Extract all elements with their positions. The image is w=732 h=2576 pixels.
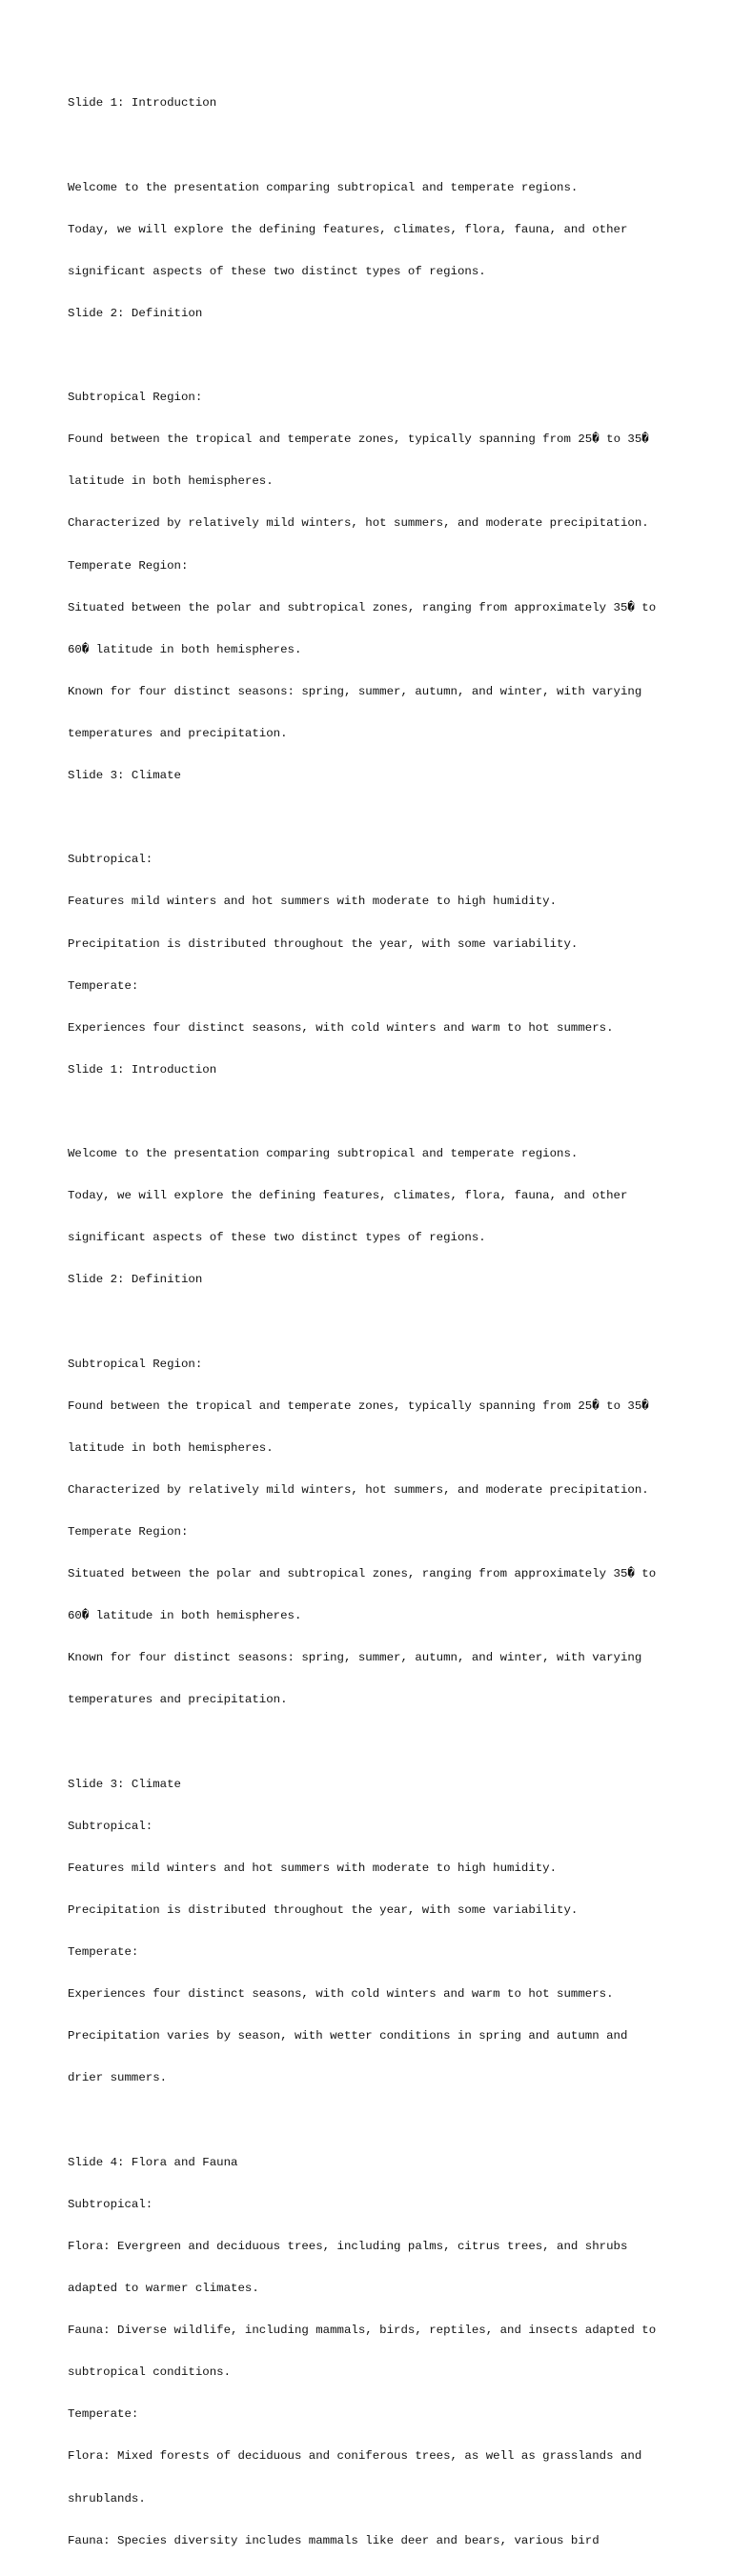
text-line — [68, 139, 697, 153]
text-line: Subtropical Region: — [68, 391, 203, 405]
text-line — [68, 349, 697, 363]
text-line: 60� latitude in both hemispheres. — [68, 642, 302, 656]
text-line: Flora: Mixed forests of deciduous and coniferous trees, as well as grasslands and — [68, 2449, 642, 2464]
text-line: latitude in both hemispheres. — [68, 474, 274, 489]
text-line: Features mild winters and hot summers with moderate to high humidity. — [68, 1861, 558, 1875]
text-line: Slide 1: Introduction — [68, 96, 217, 111]
text-line: Today, we will explore the defining features, climates, flora, fauna, and other — [68, 222, 628, 236]
text-line: Experiences four distinct seasons, with cold winters and warm to hot summers. — [68, 1987, 614, 2002]
text-line: temperatures and precipitation. — [68, 727, 288, 741]
text-line: Temperate: — [68, 1945, 139, 1960]
text-line: Precipitation is distributed throughout the year, with some variability. — [68, 936, 579, 951]
text-line: Found between the tropical and temperate zones, typically spanning from 25� to 35� — [68, 1399, 649, 1413]
text-line: temperatures and precipitation. — [68, 1693, 288, 1707]
text-line: Situated between the polar and subtropical zones, ranging from approximately 35� to — [68, 1567, 657, 1581]
text-line: Temperate Region: — [68, 1525, 189, 1540]
text-line: Welcome to the presentation comparing subtropical and temperate regions. — [68, 180, 579, 194]
text-line — [68, 1105, 697, 1119]
text-line: Experiences four distinct seasons, with cold winters and warm to hot summers. — [68, 1020, 614, 1035]
text-line: Precipitation is distributed throughout the year, with some variability. — [68, 1903, 579, 1918]
text-line: Temperate Region: — [68, 558, 189, 573]
text-line: Slide 2: Definition — [68, 1273, 203, 1287]
text-line: Situated between the polar and subtropical zones, ranging from approximately 35� to — [68, 600, 657, 614]
text-line — [68, 1736, 697, 1750]
text-line: Temperate: — [68, 2407, 139, 2422]
text-line: adapted to warmer climates. — [68, 2281, 259, 2295]
text-line: Slide 2: Definition — [68, 306, 203, 320]
text-line: latitude in both hemispheres. — [68, 1440, 274, 1455]
text-line: significant aspects of these two distinct types of regions. — [68, 1231, 486, 1245]
text-line: Slide 3: Climate — [68, 1777, 181, 1791]
text-line — [68, 811, 697, 825]
text-line: Welcome to the presentation comparing subtropical and temperate regions. — [68, 1147, 579, 1161]
text-line: Subtropical: — [68, 853, 153, 867]
text-line: Slide 3: Climate — [68, 769, 181, 783]
text-line: drier summers. — [68, 2071, 168, 2085]
text-line: Subtropical Region: — [68, 1357, 203, 1371]
text-line: Slide 4: Flora and Fauna — [68, 2155, 238, 2169]
text-line: Today, we will explore the defining features, climates, flora, fauna, and other — [68, 1189, 628, 1203]
text-line: subtropical conditions. — [68, 2365, 232, 2380]
text-line: Subtropical: — [68, 2197, 153, 2211]
text-line: Found between the tropical and temperate zones, typically spanning from 25� to 35� — [68, 433, 649, 447]
text-line: Fauna: Diverse wildlife, including mammals, birds, reptiles, and insects adapted to — [68, 2324, 657, 2338]
text-line: significant aspects of these two distinct types of regions. — [68, 264, 486, 278]
text-line: shrublands. — [68, 2491, 146, 2506]
text-line: Precipitation varies by season, with wetter conditions in spring and autumn and — [68, 2029, 628, 2043]
text-line: Characterized by relatively mild winters, hot summers, and moderate precipitation. — [68, 1482, 649, 1497]
text-line — [68, 2114, 697, 2128]
text-line — [68, 1316, 697, 1330]
text-line: Features mild winters and hot summers with moderate to high humidity. — [68, 895, 558, 909]
text-line: Fauna: Species diversity includes mammals like deer and bears, various bird — [68, 2533, 600, 2547]
text-line: Known for four distinct seasons: spring, summer, autumn, and winter, with varying — [68, 684, 642, 698]
text-line: Temperate: — [68, 978, 139, 993]
text-line: Slide 1: Introduction — [68, 1062, 217, 1077]
text-line: Characterized by relatively mild winters, hot summers, and moderate precipitation. — [68, 516, 649, 531]
text-line: Subtropical: — [68, 1819, 153, 1833]
document-body — [68, 69, 697, 2576]
text-line: 60� latitude in both hemispheres. — [68, 1609, 302, 1623]
text-line: Known for four distinct seasons: spring, summer, autumn, and winter, with varying — [68, 1651, 642, 1665]
text-line: Flora: Evergreen and deciduous trees, including palms, citrus trees, and shrubs — [68, 2239, 628, 2253]
